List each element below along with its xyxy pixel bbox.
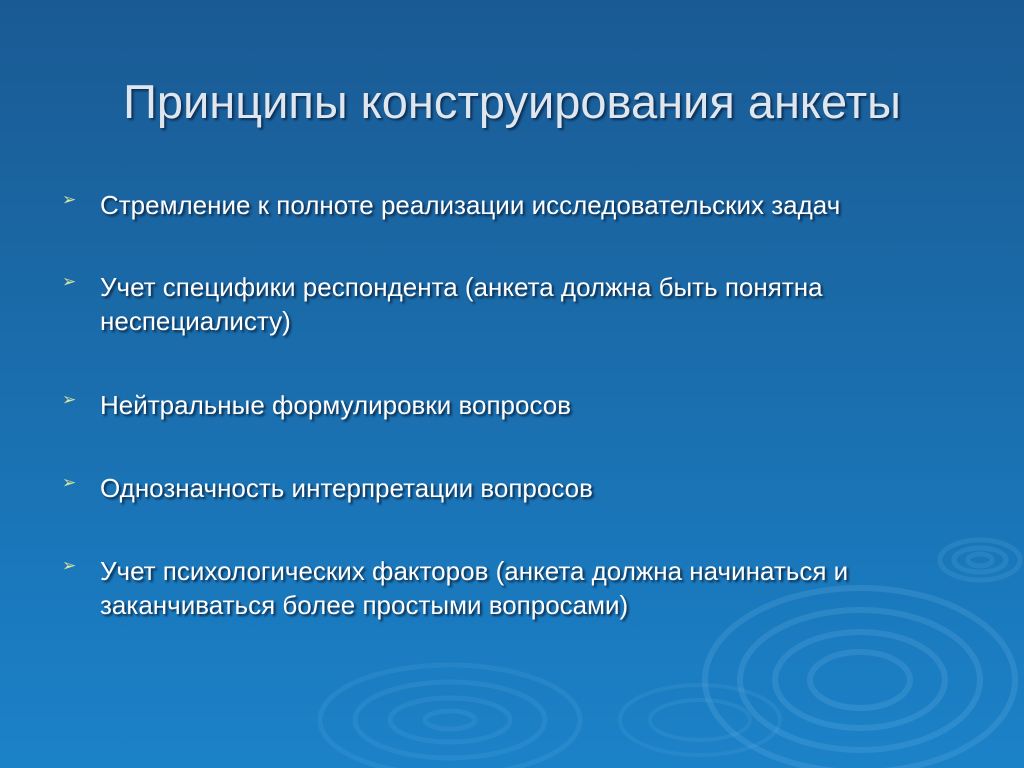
arrow-bullet-icon: ➢ <box>62 390 77 410</box>
bullet-text: Стремление к полноте реализации исследовательских задач <box>100 190 841 220</box>
bullet-text: Нейтральные формулировки вопросов <box>100 390 572 420</box>
arrow-bullet-icon: ➢ <box>62 473 77 493</box>
arrow-bullet-icon: ➢ <box>62 190 77 210</box>
bullet-text: Учет специфики респондента (анкета должна быть понятна неспециалисту) <box>100 272 823 336</box>
bullet-text: Учет психологических факторов (анкета должна начинаться и заканчиваться более простыми вопросами) <box>100 556 849 620</box>
bullet-text: Однозначность интерпретации вопросов <box>100 473 593 503</box>
arrow-bullet-icon: ➢ <box>62 556 77 576</box>
slide-title: Принципы конструирования анкеты <box>123 75 901 128</box>
arrow-bullet-icon: ➢ <box>62 272 77 292</box>
